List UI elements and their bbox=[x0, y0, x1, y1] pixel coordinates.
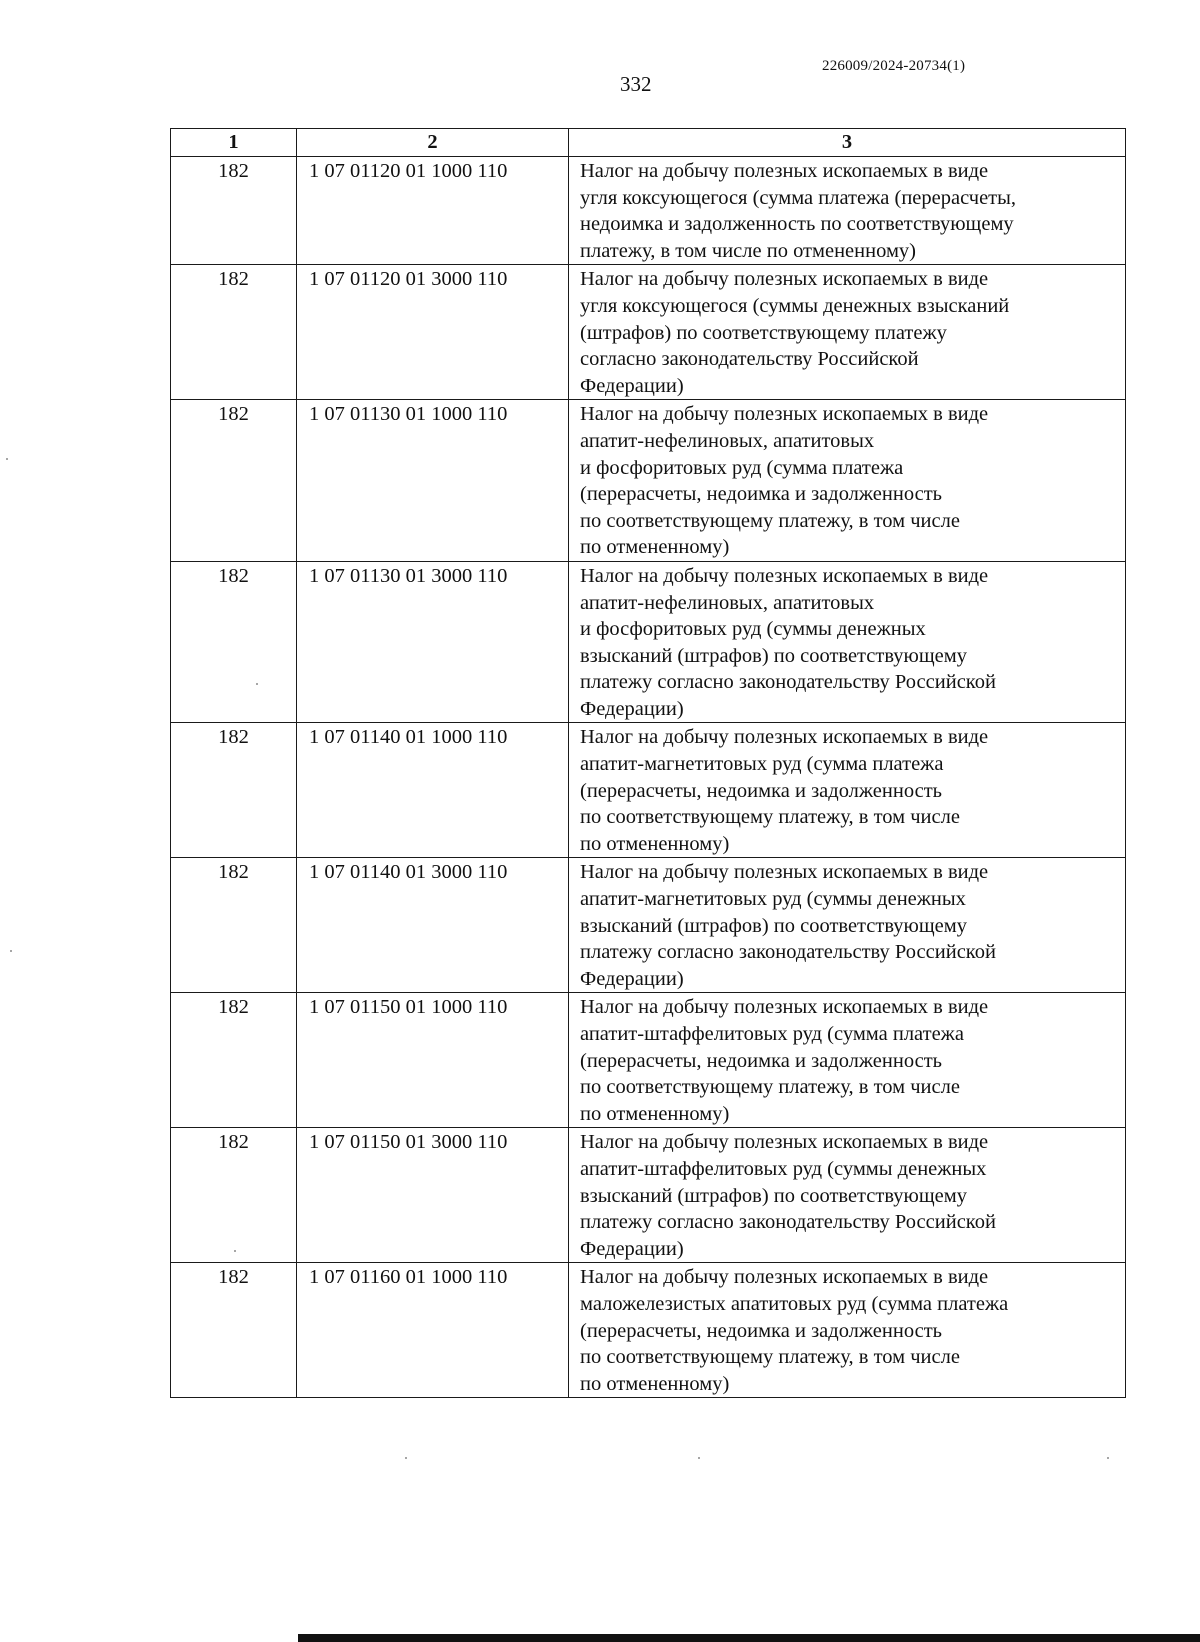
description-cell bbox=[569, 561, 1126, 723]
description-line: по отмененному) bbox=[580, 1102, 730, 1125]
description-line: угля коксующегося (сумма платежа (перерасчеты, bbox=[580, 186, 1017, 209]
description-cell bbox=[569, 265, 1126, 400]
description-line: по отмененному) bbox=[580, 536, 730, 559]
description-line: Налог на добычу полезных ископаемых в виде bbox=[580, 861, 989, 884]
table-row bbox=[171, 858, 1126, 993]
description-line: (перерасчеты, недоимка и задолженность bbox=[580, 1049, 943, 1072]
table-body bbox=[171, 157, 1126, 1398]
description-line: и фосфоритовых руд (сумма платежа bbox=[580, 456, 904, 479]
table-row bbox=[171, 723, 1126, 858]
description-line: маложелезистых апатитовых руд (сумма платежа bbox=[580, 1292, 1009, 1315]
description-line: платежу согласно законодательству Российской bbox=[580, 941, 996, 964]
scan-speck bbox=[405, 1457, 407, 1459]
scan-speck bbox=[1107, 1457, 1109, 1459]
description-line: Федерации) bbox=[580, 967, 684, 990]
description-line: платежу согласно законодательству Российской bbox=[580, 671, 996, 694]
description-line: апатит-штаффелитовых руд (сумма платежа bbox=[580, 1023, 964, 1045]
description-line: Налог на добычу полезных ископаемых в виде bbox=[580, 160, 989, 182]
description-line: Налог на добычу полезных ископаемых в виде bbox=[580, 268, 989, 291]
table-header-row bbox=[171, 129, 1126, 157]
description-line: по соответствующему платежу, в том числе bbox=[580, 1076, 960, 1099]
description-line: Налог на добычу полезных ископаемых в виде bbox=[580, 1266, 989, 1289]
description-line: Федерации) bbox=[580, 374, 684, 397]
table-header bbox=[171, 129, 1126, 157]
description-line: Налог на добычу полезных ископаемых в виде bbox=[580, 1131, 989, 1154]
description-line: Налог на добычу полезных ископаемых в виде bbox=[580, 564, 989, 587]
description-line: (перерасчеты, недоимка и задолженность bbox=[580, 1319, 943, 1342]
kbk-code-cell: 1 07 01130 01 3000 110 bbox=[297, 561, 569, 723]
description-line: Федерации) bbox=[580, 1237, 684, 1260]
kbk-code-cell: 1 07 01140 01 1000 110 bbox=[297, 723, 569, 858]
kbk-table bbox=[170, 128, 1126, 1398]
description-cell bbox=[569, 1263, 1126, 1398]
description-line: взысканий (штрафов) по соответствующему bbox=[580, 914, 967, 937]
description-line: Налог на добычу полезных ископаемых в виде bbox=[580, 403, 989, 426]
kbk-code-cell: 1 07 01120 01 1000 110 bbox=[297, 157, 569, 265]
scan-speck bbox=[234, 1250, 236, 1252]
admin-code-cell: 182 bbox=[171, 858, 297, 993]
kbk-code-cell: 1 07 01120 01 3000 110 bbox=[297, 265, 569, 400]
column-header-2: 2 bbox=[297, 129, 569, 157]
table-row bbox=[171, 157, 1126, 265]
admin-code-cell: 182 bbox=[171, 993, 297, 1128]
scan-speck bbox=[256, 683, 258, 685]
admin-code-cell: 182 bbox=[171, 1263, 297, 1398]
description-line: Налог на добычу полезных ископаемых в виде bbox=[580, 726, 989, 749]
table-row bbox=[171, 400, 1126, 562]
description-line: недоимка и задолженность по соответствующему bbox=[580, 213, 1014, 236]
description-line: апатит-магнетитовых руд (суммы денежных bbox=[580, 888, 966, 911]
description-line: апатит-нефелиновых, апатитовых bbox=[580, 429, 875, 452]
description-line: и фосфоритовых руд (суммы денежных bbox=[580, 618, 926, 641]
description-line: по соответствующему платежу, в том числе bbox=[580, 509, 960, 532]
description-line: по соответствующему платежу, в том числе bbox=[580, 806, 960, 829]
description-line: Налог на добычу полезных ископаемых в виде bbox=[580, 996, 989, 1019]
description-line: платежу согласно законодательству Российской bbox=[580, 1211, 996, 1234]
description-line: апатит-штаффелитовых руд (суммы денежных bbox=[580, 1157, 987, 1180]
page-number: 332 bbox=[620, 72, 652, 96]
description-line: по соответствующему платежу, в том числе bbox=[580, 1346, 960, 1369]
kbk-code-cell: 1 07 01150 01 1000 110 bbox=[297, 993, 569, 1128]
scan-speck bbox=[10, 950, 12, 952]
admin-code-cell: 182 bbox=[171, 1128, 297, 1263]
scan-speck bbox=[6, 458, 8, 460]
admin-code-cell: 182 bbox=[171, 400, 297, 562]
table-row bbox=[171, 265, 1126, 400]
kbk-code-cell: 1 07 01130 01 1000 110 bbox=[297, 400, 569, 562]
description-cell bbox=[569, 1128, 1126, 1263]
description-cell bbox=[569, 157, 1126, 265]
scan-speck bbox=[698, 1457, 700, 1459]
admin-code-cell: 182 bbox=[171, 723, 297, 858]
description-line: взысканий (штрафов) по соответствующему bbox=[580, 644, 967, 667]
column-header-1: 1 bbox=[171, 129, 297, 157]
description-line: угля коксующегося (суммы денежных взысканий bbox=[580, 294, 1010, 317]
admin-code-cell: 182 bbox=[171, 561, 297, 723]
kbk-code-cell: 1 07 01140 01 3000 110 bbox=[297, 858, 569, 993]
description-cell bbox=[569, 400, 1126, 562]
kbk-code-cell: 1 07 01150 01 3000 110 bbox=[297, 1128, 569, 1263]
description-line: платежу, в том числе по отмененному) bbox=[580, 239, 916, 262]
scan-edge-bar bbox=[298, 1634, 1200, 1642]
description-line: апатит-магнетитовых руд (сумма платежа bbox=[580, 753, 944, 776]
description-line: согласно законодательству Российской bbox=[580, 348, 919, 371]
admin-code-cell: 182 bbox=[171, 157, 297, 265]
description-line: апатит-нефелиновых, апатитовых bbox=[580, 591, 875, 614]
table-row bbox=[171, 1263, 1126, 1398]
description-line: по отмененному) bbox=[580, 832, 730, 855]
description-cell bbox=[569, 993, 1126, 1128]
description-line: взысканий (штрафов) по соответствующему bbox=[580, 1184, 967, 1207]
column-header-3: 3 bbox=[569, 129, 1126, 157]
description-cell bbox=[569, 723, 1126, 858]
description-line: (перерасчеты, недоимка и задолженность bbox=[580, 483, 943, 506]
document-number: 226009/2024-20734(1) bbox=[822, 58, 966, 74]
description-cell bbox=[569, 858, 1126, 993]
admin-code-cell: 182 bbox=[171, 265, 297, 400]
table-row bbox=[171, 993, 1126, 1128]
table-row bbox=[171, 1128, 1126, 1263]
description-line: Федерации) bbox=[580, 697, 684, 720]
description-line: (перерасчеты, недоимка и задолженность bbox=[580, 779, 943, 802]
description-line: (штрафов) по соответствующему платежу bbox=[580, 321, 947, 344]
description-line: по отмененному) bbox=[580, 1372, 730, 1395]
table-row bbox=[171, 561, 1126, 723]
kbk-code-cell: 1 07 01160 01 1000 110 bbox=[297, 1263, 569, 1398]
